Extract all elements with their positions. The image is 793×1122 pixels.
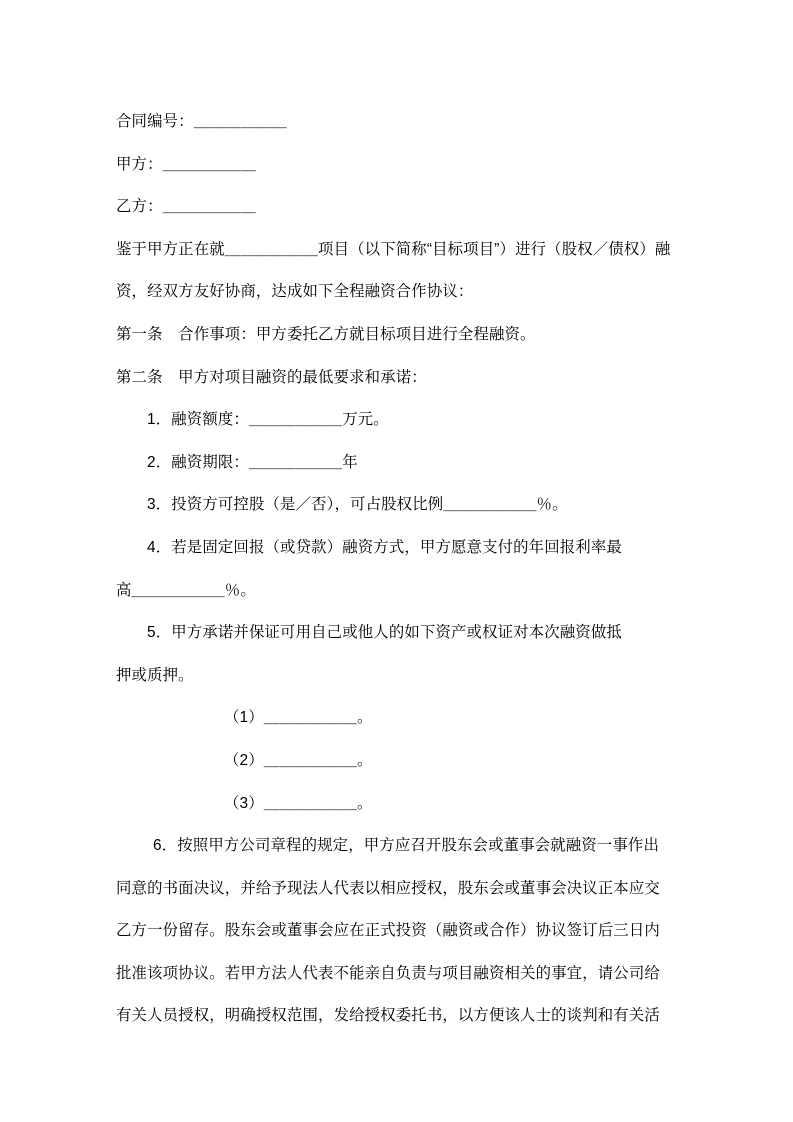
contract-number-field: 合同编号：＿＿＿＿＿＿ — [116, 113, 287, 130]
article-2-item-6-line-3: 乙方一份留存。股东会或董事会应在正式投资（融资或合作）协议签订后三日内 — [116, 922, 660, 940]
article-2-item-6-line-1: 6．按照甲方公司章程的规定，甲方应召开股东会或董事会就融资一事作出 — [153, 837, 660, 855]
article-2-item-1: 1．融资额度：＿＿＿＿＿＿万元。 — [147, 411, 389, 429]
party-a-field: 甲方：＿＿＿＿＿＿ — [116, 155, 256, 173]
article-2-item-5-sub-item-2: （2）＿＿＿＿＿＿。 — [224, 751, 373, 769]
article-2-item-5-line-1: 5．甲方承诺并保证可用自己或他人的如下资产或权证对本次融资做抵 — [147, 624, 622, 642]
article-2-item-4-line-1: 4．若是固定回报（或贷款）融资方式，甲方愿意支付的年回报利率最 — [147, 538, 622, 556]
article-1-heading: 第一条 合作事项：甲方委托乙方就目标项目进行全程融资。 — [116, 325, 536, 343]
article-2-item-6-line-2: 同意的书面决议，并给予现法人代表以相应授权，股东会或董事会决议正本应交 — [116, 879, 660, 897]
article-2-item-5-line-2: 押或质押。 — [116, 666, 194, 684]
party-b-field: 乙方：＿＿＿＿＿＿ — [116, 198, 256, 216]
article-2-item-4-line-2: 高＿＿＿＿＿＿％。 — [116, 581, 256, 599]
article-2-item-6-line-5: 有关人员授权，明确授权范围，发给授权委托书，以方便该人士的谈判和有关活 — [116, 1007, 660, 1025]
article-2-item-5-sub-item-1: （1）＿＿＿＿＿＿。 — [224, 709, 373, 727]
preamble-line-1: 鉴于甲方正在就＿＿＿＿＿＿项目（以下简称“目标项目”）进行（股权／债权）融 — [116, 240, 671, 258]
article-2-item-5-sub-item-3: （3）＿＿＿＿＿＿。 — [224, 794, 373, 812]
article-2-item-6-line-4: 批准该项协议。若甲方法人代表不能亲自负责与项目融资相关的事宜，请公司给 — [116, 964, 660, 982]
preamble-line-2: 资，经双方友好协商，达成如下全程融资合作协议： — [116, 283, 474, 301]
article-2-heading: 第二条 甲方对项目融资的最低要求和承诺： — [116, 368, 427, 386]
document-body — [116, 101, 678, 1038]
article-2-item-3: 3．投资方可控股（是／否），可占股权比例＿＿＿＿＿＿％。 — [147, 496, 568, 514]
article-2-item-2: 2．融资期限：＿＿＿＿＿＿年 — [147, 453, 358, 471]
